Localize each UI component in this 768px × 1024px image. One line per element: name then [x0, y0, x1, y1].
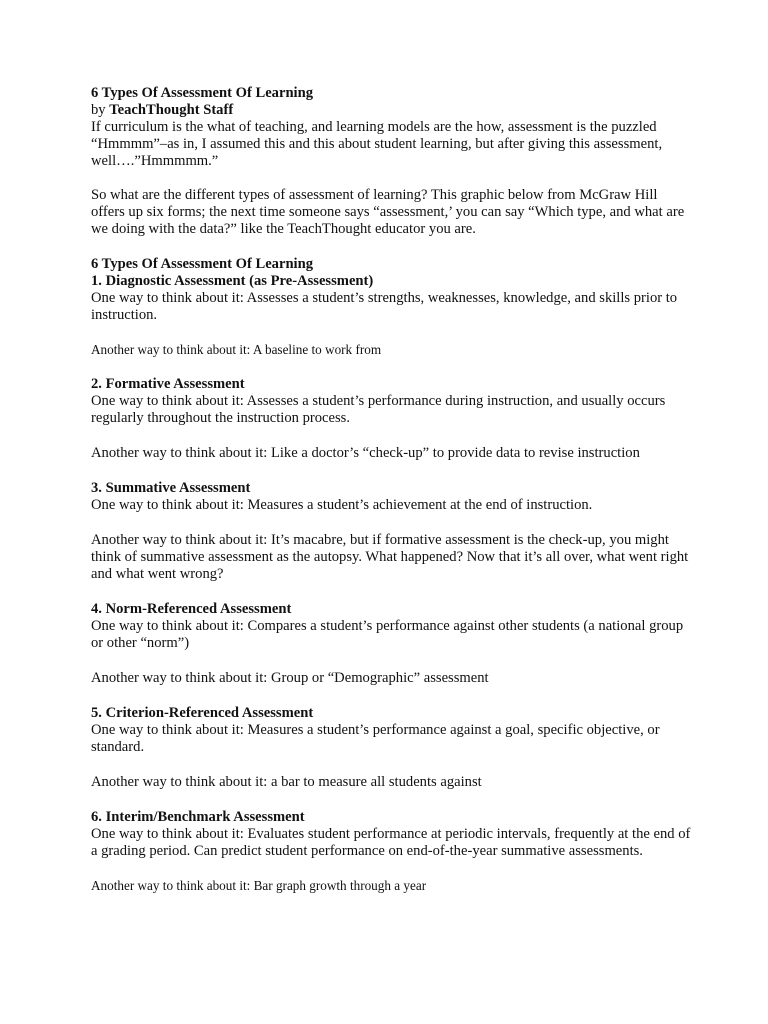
type-5-one-way: One way to think about it: Measures a student’s performance against a goal, specific objective, or standard. — [91, 722, 660, 755]
spacer — [91, 756, 691, 774]
spacer — [91, 514, 691, 532]
spacer — [91, 427, 691, 445]
spacer — [91, 791, 691, 809]
spacer — [91, 462, 691, 480]
type-2-another-way: Another way to think about it: Like a doctor’s “check-up” to provide data to revise instruction — [91, 445, 640, 461]
type-6-one-way: One way to think about it: Evaluates student performance at periodic intervals, frequently at the end of a grading period. Can predict student performance on end-of-the-year summative assessments. — [91, 826, 691, 859]
type-4-one-way: One way to think about it: Compares a student’s performance against other students (a national group or other “norm”) — [91, 618, 684, 651]
spacer — [91, 687, 691, 705]
type-1-another-way: Another way to think about it: A baseline to work from — [91, 342, 382, 357]
intro-paragraph-1: If curriculum is the what of teaching, and learning models are the how, assessment is the puzzled “Hmmmm”–as in, I assumed this and this about student learning, but after giving this assessment, well….”Hmmmmm.” — [91, 119, 663, 169]
byline — [91, 102, 691, 119]
spacer — [91, 324, 691, 342]
type-3-another-way: Another way to think about it: It’s macabre, but if formative assessment is the check-up, you might think of summative assessment as the autopsy. What happened? Now that it’s all over, what went right and what went wrong? — [91, 532, 689, 582]
type-2-one-way: One way to think about it: Assesses a student’s performance during instruction, and usually occurs regularly throughout the instruction process. — [91, 393, 666, 426]
type-4-another-way: Another way to think about it: Group or “Demographic” assessment — [91, 670, 489, 686]
type-4-heading: 4. Norm-Referenced Assessment — [91, 601, 292, 617]
byline-prefix: by — [91, 102, 110, 118]
type-6-heading: 6. Interim/Benchmark Assessment — [91, 809, 305, 825]
spacer — [91, 583, 691, 601]
byline-author: TeachThought Staff — [109, 102, 234, 118]
spacer — [91, 238, 691, 256]
list-heading: 6 Types Of Assessment Of Learning — [91, 256, 314, 272]
spacer — [91, 170, 691, 187]
type-5-another-way: Another way to think about it: a bar to measure all students against — [91, 774, 482, 790]
type-6-another-way: Another way to think about it: Bar graph growth through a year — [91, 878, 427, 893]
spacer — [91, 652, 691, 670]
type-1-heading: 1. Diagnostic Assessment (as Pre-Assessment) — [91, 273, 374, 289]
type-3-heading: 3. Summative Assessment — [91, 480, 251, 496]
spacer — [91, 358, 691, 376]
type-5-heading: 5. Criterion-Referenced Assessment — [91, 705, 314, 721]
document-body — [91, 85, 691, 894]
type-1-one-way: One way to think about it: Assesses a student’s strengths, weaknesses, knowledge, and skills prior to instruction. — [91, 290, 678, 323]
type-3-one-way: One way to think about it: Measures a student’s achievement at the end of instruction. — [91, 497, 593, 513]
document-title: 6 Types Of Assessment Of Learning — [91, 85, 314, 101]
type-2-heading: 2. Formative Assessment — [91, 376, 245, 392]
intro-paragraph-2: So what are the different types of assessment of learning? This graphic below from McGraw Hill offers up six forms; the next time someone says “assessment,’ you can say “Which type, and what are we doing with the data?” like the TeachThought educator you are. — [91, 187, 685, 237]
spacer — [91, 860, 691, 878]
